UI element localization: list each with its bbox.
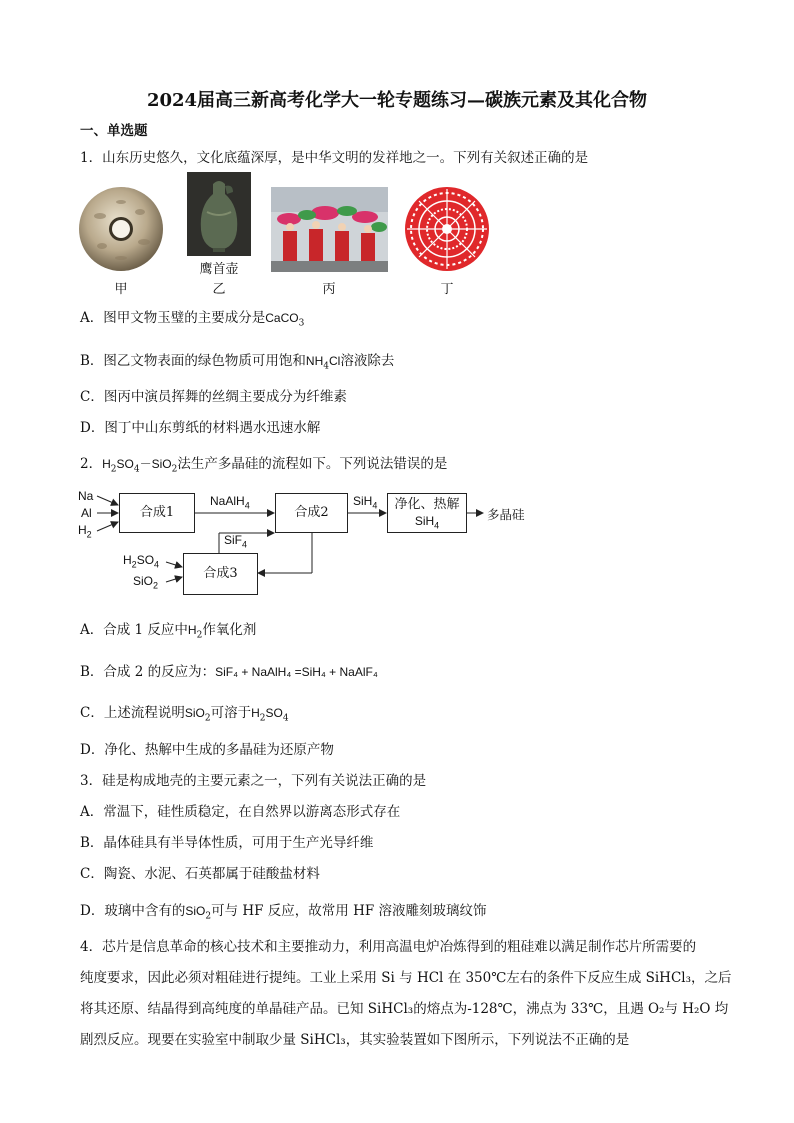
flow-input-h2: $H_2$ [78, 523, 92, 540]
q4-line-2: 纯度要求，因此必须对粗硅进行提纯。工业上采用 Si 与 HCl 在 350℃左右的条件下反应生成 SiHCl₃，之后 [80, 970, 732, 986]
flow-box-synthesis-3: 合成3 [183, 553, 258, 595]
flow-output-polysilicon: 多晶硅 [487, 507, 525, 522]
q1-option-a: A．图甲文物玉璧的主要成分是CaCO$_3$ [80, 310, 305, 329]
flow-label-sif4: SiF$_4$ [224, 533, 248, 550]
q4-line-1: 4．芯片是信息革命的核心技术和主要推动力，利用高温电炉冶炼得到的粗硅难以满足制作芯片所需要的 [80, 939, 697, 955]
section-heading: 一、单选题 [80, 123, 148, 139]
image-label-bing: 丙 [322, 282, 336, 297]
flow-label-naalh4: NaAlH$_4$ [210, 494, 250, 511]
q2-option-a: A．合成 1 反应中$H_2$作氧化剂 [80, 622, 257, 641]
q2-stem: 2．$H_2SO_4-SiO_2$法生产多晶硅的流程如下。下列说法错误的是 [80, 456, 448, 475]
image-label-yi: 乙 [212, 282, 226, 297]
q1-option-b: B．图乙文物表面的绿色物质可用饱和$NH_4Cl$溶液除去 [80, 353, 395, 372]
flow-box-synthesis-1: 合成1 [119, 493, 195, 533]
q2-option-b: B．合成 2 的反应为：SiF₄ + NaAlH₄ =SiH₄ + NaAlF₄ [80, 664, 378, 680]
q4-line-4: 剧烈反应。现要在实验室中制取少量 SiHCl₃，其实验装置如下图所示，下列说法不正确的是 [80, 1032, 630, 1048]
q3-stem: 3．硅是构成地壳的主要元素之一，下列有关说法正确的是 [80, 773, 427, 789]
flow-input-sio2: SiO$_2$ [133, 574, 159, 591]
page-title: 2024届高三新高考化学大一轮专题练习—碳族元素及其化合物 [146, 90, 648, 111]
flow-input-na: Na [78, 489, 94, 503]
image-label-ding: 丁 [440, 282, 454, 297]
flow-input-h2so4: $H_2SO_4$ [123, 553, 160, 570]
q4-line-3: 将其还原、结晶得到高纯度的单晶硅产品。已知 SiHCl₃的熔点为-128℃，沸点为 33℃，且遇 O₂与 H₂O 均 [80, 1001, 729, 1017]
q2-option-d: D．净化、热解中生成的多晶硅为还原产物 [80, 742, 334, 758]
image-label-jia: 甲 [114, 282, 128, 297]
q3-option-c: C．陶瓷、水泥、石英都属于硅酸盐材料 [80, 866, 320, 882]
q2-option-c: C．上述流程说明SiO$_2$可溶于$H_2SO_4$ [80, 705, 289, 724]
flow-box-purify-pyrolysis: 净化、热解 SiH$_4$ [387, 493, 467, 533]
flow-box-synthesis-2: 合成2 [275, 493, 348, 533]
q1-option-d: D．图丁中山东剪纸的材料遇水迅速水解 [80, 420, 321, 436]
q1-option-c: C．图丙中演员挥舞的丝绸主要成分为纤维素 [80, 389, 347, 405]
q3-option-d: D．玻璃中含有的SiO$_2$可与 HF 反应，故常用 HF 溶液雕刻玻璃纹饰 [80, 903, 487, 922]
flow-label-sih4: SiH$_4$ [353, 494, 378, 511]
q3-option-b: B．晶体硅具有半导体性质，可用于生产光导纤维 [80, 835, 374, 851]
q1-stem: 1．山东历史悠久，文化底蕴深厚，是中华文明的发祥地之一。下列有关叙述正确的是 [80, 150, 589, 166]
flow-input-al: Al [81, 506, 92, 520]
image-caption-yi: 鹰首壶 [199, 262, 239, 277]
q3-option-a: A．常温下，硅性质稳定，在自然界以游离态形式存在 [80, 804, 401, 820]
